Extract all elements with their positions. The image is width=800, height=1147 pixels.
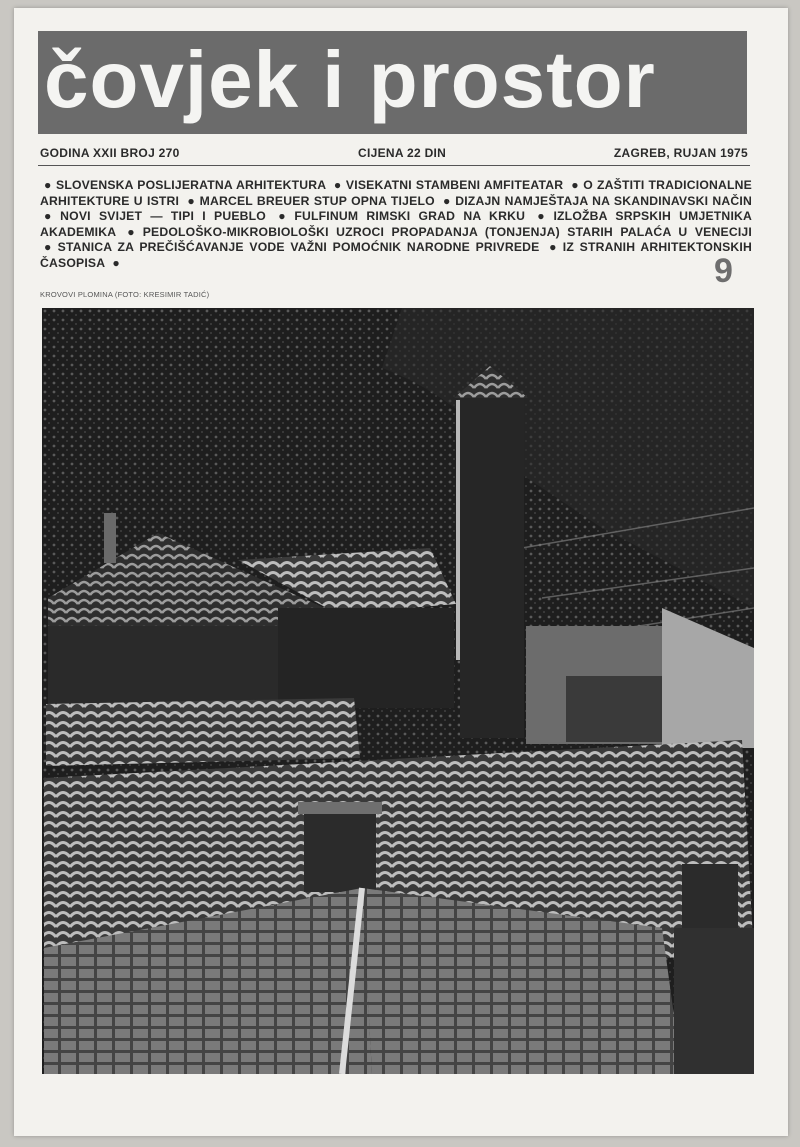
contents-item: IZ STRANIH ARHITEKTONSKIH ČASOPISA	[40, 240, 753, 270]
cover-photo	[42, 308, 754, 1074]
magazine-title: čovjek i prostor	[44, 35, 656, 124]
contents-item: VISEKATNI STAMBENI AMFITEATAR	[345, 178, 564, 192]
contents-item: SLOVENSKA POSLIJERATNA ARHITEKTURA	[56, 178, 326, 192]
contents-bullet: ●	[278, 209, 291, 223]
contents-item: O ZAŠTITI TRADICIONALNE ARHITEKTURE U ISTRI	[40, 178, 753, 208]
contents-bullet: ●	[44, 178, 53, 192]
contents-bullet: ●	[44, 240, 54, 254]
issue-info-bar	[40, 146, 750, 164]
contents-bullet: ●	[571, 178, 580, 192]
contents-bullet: ●	[44, 209, 57, 223]
contents-bullet: ●	[537, 209, 550, 223]
volume-issue-text: GODINA XXII BROJ 270	[40, 146, 180, 160]
contents-bullet: ●	[443, 193, 452, 208]
contents-item: FULFINUM RIMSKI GRAD NA KRKU	[294, 209, 526, 223]
contents-list	[40, 178, 752, 271]
contents-item: IZLOŽBA SRPSKIH UMJETNIKA AKADEMIKA	[40, 209, 753, 239]
contents-bullet: ●	[333, 178, 342, 192]
divider-rule	[38, 165, 750, 166]
contents-item: STANICA ZA PREČIŠĆAVANJE VODE VAŽNI POMOĆNIK NARODNE PRIVREDE	[57, 240, 540, 254]
magazine-cover	[14, 8, 788, 1136]
contents-bullet: ●	[112, 255, 120, 270]
roofs-photo-illustration	[42, 308, 754, 1074]
place-date-text: ZAGREB, RUJAN 1975	[613, 146, 748, 160]
contents-item: DIZAJN NAMJEŠTAJA NA SKANDINAVSKI NAČIN	[455, 193, 752, 208]
price-text: CIJENA 22 DIN	[358, 146, 447, 160]
contents-item: PEDOLOŠKO-MIKROBIOLOŠKI UZROCI PROPADANJA (TONJENJA) STARIH PALAĆA U VENECIJI	[142, 224, 752, 239]
contents-item: MARCEL BREUER STUP OPNA TIJELO	[199, 193, 435, 208]
contents-bullet: ●	[549, 240, 559, 254]
contents-bullet: ●	[127, 224, 139, 239]
issue-number: 9	[714, 252, 733, 290]
contents-item: NOVI SVIJET — TIPI I PUEBLO	[60, 209, 266, 223]
masthead-banner	[38, 31, 747, 134]
contents-bullet: ●	[187, 193, 196, 208]
photo-caption: KROVOVI PLOMINA (FOTO: KRESIMIR TADIĆ)	[40, 290, 210, 299]
